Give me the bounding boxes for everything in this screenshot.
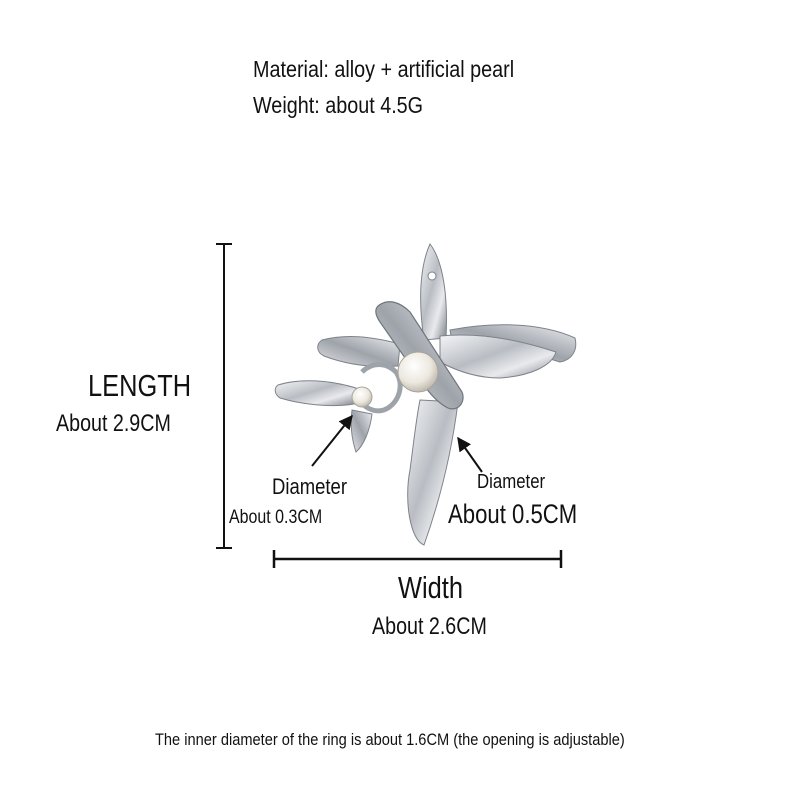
small-pearl-diameter-value: About 0.3CM bbox=[229, 507, 323, 528]
small-pearl-diameter-label: Diameter bbox=[272, 474, 347, 499]
material-spec: Material: alloy + artificial pearl bbox=[253, 56, 515, 82]
inner-diameter-note: The inner diameter of the ring is about 1.6CM (the opening is adjustable) bbox=[155, 730, 625, 749]
width-label: Width bbox=[398, 570, 463, 605]
weight-spec: Weight: about 4.5G bbox=[253, 92, 424, 118]
width-dimension-line bbox=[274, 550, 561, 568]
large-pearl bbox=[398, 352, 438, 392]
large-pearl-arrow bbox=[458, 438, 482, 472]
large-pearl-diameter-value: About 0.5CM bbox=[448, 499, 578, 529]
small-pearl-arrow bbox=[312, 416, 352, 466]
length-value: About 2.9CM bbox=[56, 410, 171, 437]
small-pearl bbox=[352, 387, 372, 407]
width-value: About 2.6CM bbox=[372, 613, 487, 640]
length-dimension-line bbox=[216, 244, 232, 548]
large-pearl-diameter-label: Diameter bbox=[477, 471, 546, 493]
length-label: LENGTH bbox=[88, 368, 192, 403]
